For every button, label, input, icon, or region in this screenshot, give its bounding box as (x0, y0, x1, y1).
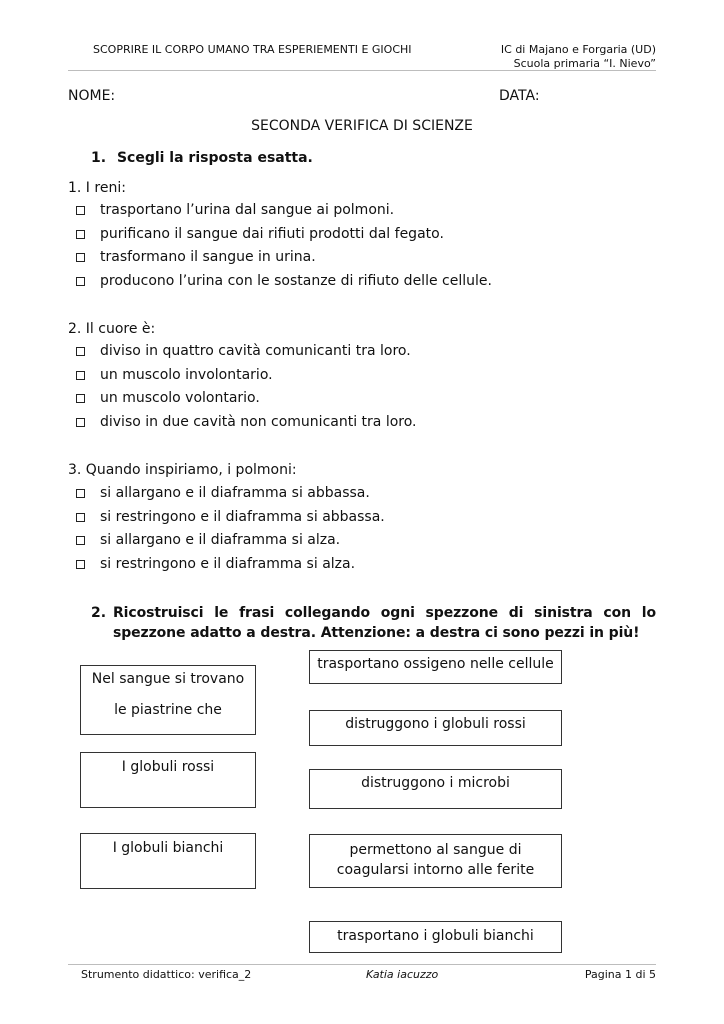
question-1-prompt: 1. I reni: (68, 180, 126, 196)
checkbox[interactable] (76, 277, 85, 286)
fragment-line: distruggono i microbi (361, 775, 510, 791)
header-school (501, 43, 656, 71)
option[interactable] (76, 246, 492, 270)
option-label: si restringono e il diaframma si abbassa. (100, 508, 385, 525)
checkbox[interactable] (76, 536, 85, 545)
section2-heading (91, 603, 656, 643)
name-label: NOME: (68, 88, 116, 104)
checkbox[interactable] (76, 560, 85, 569)
section2-heading-line1: Ricostruisci le frasi collegando ogni spezzone di sinistra con lo (113, 605, 656, 621)
right-fragment-2[interactable] (309, 710, 562, 746)
right-fragment-5[interactable] (309, 921, 562, 953)
option[interactable] (76, 387, 417, 411)
fragment-line: trasportano i globuli bianchi (337, 928, 534, 944)
question-2-options (76, 340, 417, 434)
footer-center: Katia iacuzzo (366, 968, 439, 981)
checkbox[interactable] (76, 394, 85, 403)
fragment-line: distruggono i globuli rossi (345, 716, 526, 732)
header-school-line1: IC di Majano e Forgaria (UD) (500, 43, 656, 56)
option[interactable] (76, 270, 492, 294)
checkbox[interactable] (76, 489, 85, 498)
left-fragment-3[interactable] (80, 833, 256, 889)
footer-left: Strumento didattico: verifica_2 (81, 968, 252, 981)
option-label: producono l’urina con le sostanze di rifiuto delle cellule. (100, 272, 492, 289)
section1-heading (91, 150, 313, 166)
fragment-line: Nel sangue si trovano (91, 671, 245, 687)
option-label: si allargano e il diaframma si abbassa. (100, 485, 370, 501)
date-label: DATA: (499, 88, 540, 104)
fragment-line: coagularsi intorno alle ferite (336, 862, 535, 878)
option-label: trasportano l’urina dal sangue ai polmoni. (100, 202, 395, 218)
section2-number: 2. (91, 605, 107, 621)
section2-heading-row1 (91, 603, 656, 623)
option[interactable] (76, 506, 385, 530)
checkbox[interactable] (76, 230, 85, 239)
section2-heading-line2: spezzone adatto a destra. Attenzione: a destra ci sono pezzi in più! (113, 625, 640, 641)
option[interactable] (76, 340, 417, 364)
option-label: si allargano e il diaframma si alza. (100, 532, 341, 548)
option-label: diviso in due cavità non comunicanti tra loro. (100, 413, 417, 430)
doc-title: SECONDA VERIFICA DI SCIENZE (251, 118, 473, 134)
option[interactable] (76, 223, 492, 247)
right-fragment-1[interactable] (309, 650, 562, 684)
option-label: un muscolo volontario. (100, 390, 260, 406)
option[interactable] (76, 529, 385, 553)
header-title: SCOPRIRE IL CORPO UMANO TRA ESPERIEMENTI E GIOCHI (93, 43, 412, 56)
right-fragment-3[interactable] (309, 769, 562, 809)
fragment-line: trasportano ossigeno nelle cellule (317, 656, 554, 672)
option[interactable] (76, 199, 492, 223)
fragment-line: I globuli rossi (121, 759, 215, 775)
checkbox[interactable] (76, 253, 85, 262)
checkbox[interactable] (76, 371, 85, 380)
fragment-line: I globuli bianchi (112, 840, 224, 856)
option[interactable] (76, 364, 417, 388)
checkbox[interactable] (76, 513, 85, 522)
left-fragment-1[interactable] (80, 665, 256, 735)
option[interactable] (76, 553, 385, 577)
option[interactable] (76, 482, 385, 506)
checkbox[interactable] (76, 206, 85, 215)
header-school-line2: Scuola primaria “I. Nievo” (513, 57, 656, 70)
header-divider (68, 70, 656, 71)
question-1-options (76, 199, 492, 293)
option[interactable] (76, 411, 417, 435)
right-fragment-4[interactable] (309, 834, 562, 888)
option-label: un muscolo involontario. (100, 366, 273, 383)
footer-right: Pagina 1 di 5 (584, 968, 656, 981)
option-label: diviso in quattro cavità comunicanti tra loro. (100, 343, 411, 359)
section1-heading-text: Scegli la risposta esatta. (116, 150, 313, 166)
question-3-prompt: 3. Quando inspiriamo, i polmoni: (68, 462, 297, 478)
checkbox[interactable] (76, 418, 85, 427)
question-2-prompt: 2. Il cuore è: (68, 321, 156, 337)
section1-number: 1. (91, 150, 107, 166)
fragment-line: le piastrine che (114, 702, 222, 718)
option-label: purificano il sangue dai rifiuti prodotti dal fegato. (100, 225, 444, 242)
option-label: trasformano il sangue in urina. (100, 249, 316, 265)
option-label: si restringono e il diaframma si alza. (100, 555, 356, 572)
fragment-line: permettono al sangue di (349, 842, 522, 858)
left-fragment-2[interactable] (80, 752, 256, 808)
footer-divider (68, 964, 656, 965)
checkbox[interactable] (76, 347, 85, 356)
question-3-options (76, 482, 385, 576)
